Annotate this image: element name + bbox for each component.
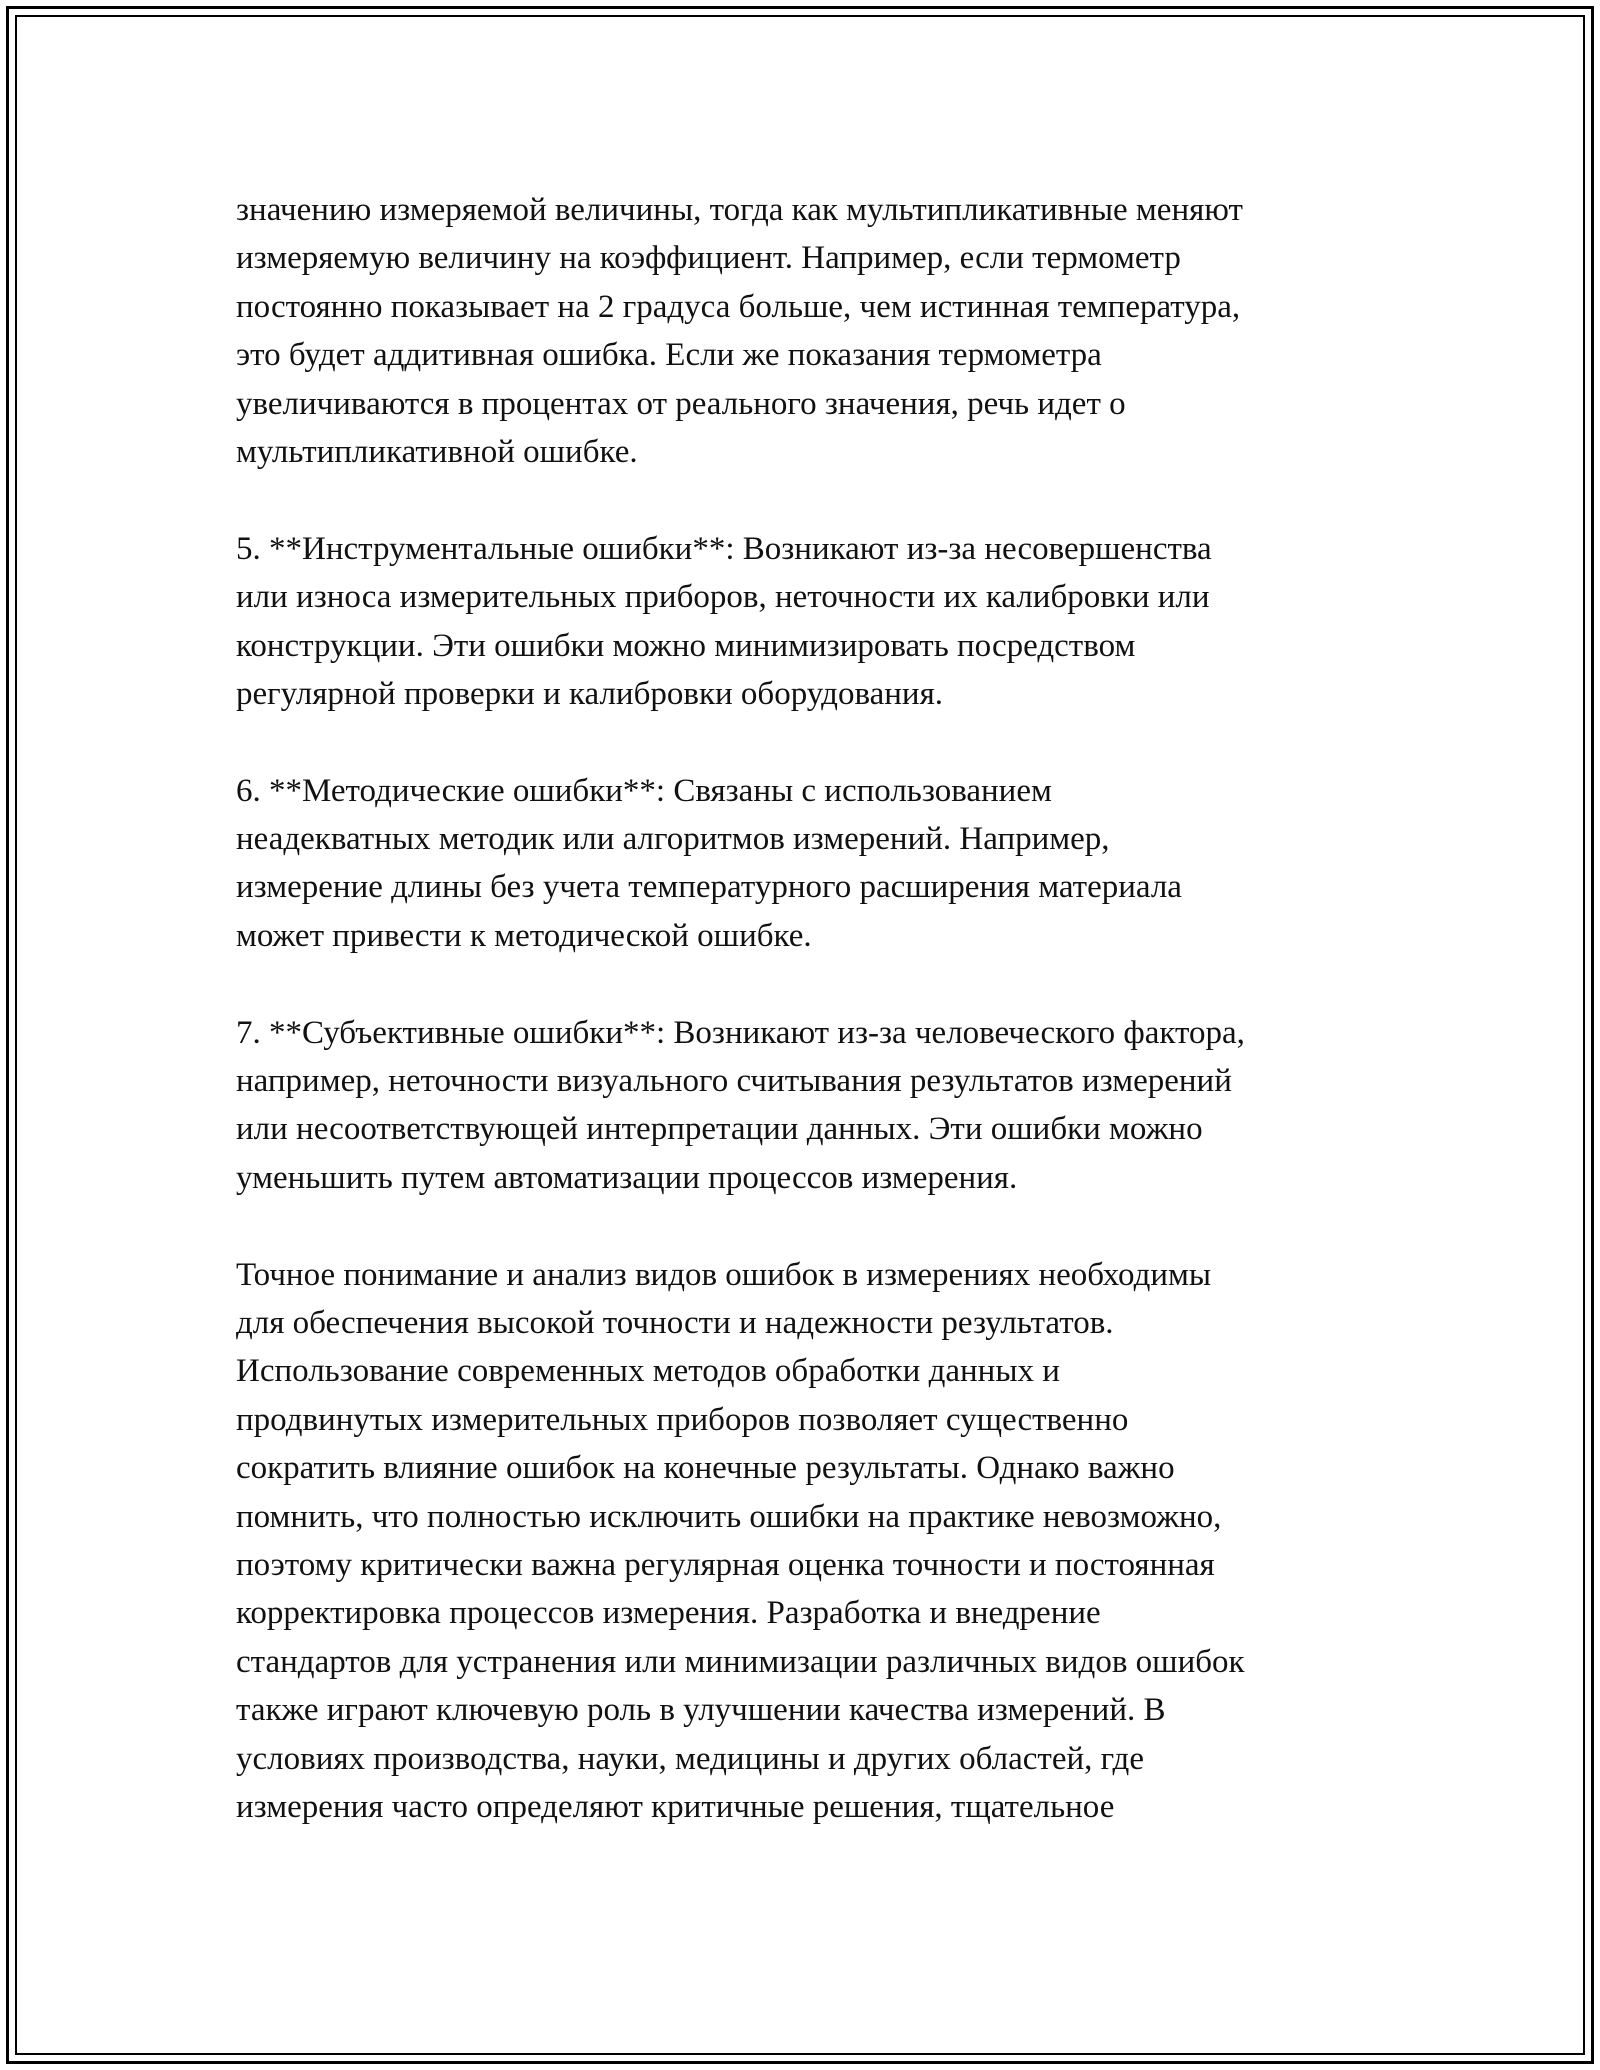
text-line: стандартов для устранения или минимизации различных видов ошибок	[236, 1643, 1245, 1680]
text-line: неадекватных методик или алгоритмов измерений. Например,	[236, 821, 1110, 858]
text-line: измеряемую величину на коэффициент. Например, если термометр	[236, 240, 1181, 277]
text-line: или несоответствующей интерпретации данных. Эти ошибки можно	[236, 1111, 1203, 1148]
text-line: 7. **Субъективные ошибки**: Возникают из-за человеческого фактора,	[236, 1014, 1245, 1051]
text-line: сократить влияние ошибок на конечные результаты. Однако важно	[236, 1450, 1175, 1487]
text-line: увеличиваются в процентах от реального значения, речь идет о	[236, 385, 1126, 422]
text-line: может привести к методической ошибке.	[236, 917, 812, 954]
paragraph-methodical-errors	[236, 767, 1386, 961]
text-line: Точное понимание и анализ видов ошибок в измерениях необходимы	[236, 1256, 1212, 1293]
text-line: 6. **Методические ошибки**: Связаны с использованием	[236, 772, 1052, 809]
text-line: помнить, что полностью исключить ошибки на практике невозможно,	[236, 1498, 1222, 1535]
text-line: это будет аддитивная ошибка. Если же показания термометра	[236, 337, 1102, 374]
document-body	[236, 186, 1386, 1831]
paragraph-spacer	[236, 960, 1386, 1008]
text-line: Использование современных методов обработки данных и	[236, 1353, 1060, 1390]
text-line: например, неточности визуального считывания результатов измерений	[236, 1063, 1232, 1100]
paragraph-spacer	[236, 718, 1386, 766]
text-line: мультипликативной ошибке.	[236, 433, 638, 470]
text-line: измерение длины без учета температурного расширения материала	[236, 869, 1182, 906]
text-line: 5. **Инструментальные ошибки**: Возникают из-за несовершенства	[236, 530, 1212, 567]
paragraph-subjective-errors	[236, 1009, 1386, 1203]
paragraph-conclusion	[236, 1251, 1386, 1832]
text-line: измерения часто определяют критичные решения, тщательное	[236, 1788, 1115, 1825]
text-line: корректировка процессов измерения. Разработка и внедрение	[236, 1595, 1101, 1632]
text-line: также играют ключевую роль в улучшении качества измерений. В	[236, 1692, 1166, 1729]
text-line: регулярной проверки и калибровки оборудования.	[236, 675, 944, 712]
text-line: конструкции. Эти ошибки можно минимизировать посредством	[236, 627, 1136, 664]
text-line: условиях производства, науки, медицины и других областей, где	[236, 1740, 1144, 1777]
text-line: для обеспечения высокой точности и надежности результатов.	[236, 1304, 1114, 1341]
paragraph-spacer	[236, 1202, 1386, 1250]
paragraph-multiplicative-errors	[236, 186, 1386, 476]
text-line: продвинутых измерительных приборов позволяет существенно	[236, 1401, 1129, 1438]
text-line: поэтому критически важна регулярная оценка точности и постоянная	[236, 1546, 1215, 1583]
text-line: значению измеряемой величины, тогда как мультипликативные меняют	[236, 192, 1243, 228]
text-line: постоянно показывает на 2 градуса больше, чем истинная температура,	[236, 288, 1241, 325]
text-line: уменьшить путем автоматизации процессов измерения.	[236, 1159, 1018, 1196]
text-line: или износа измерительных приборов, неточности их калибровки или	[236, 579, 1210, 616]
paragraph-spacer	[236, 476, 1386, 524]
paragraph-instrumental-errors	[236, 525, 1386, 719]
